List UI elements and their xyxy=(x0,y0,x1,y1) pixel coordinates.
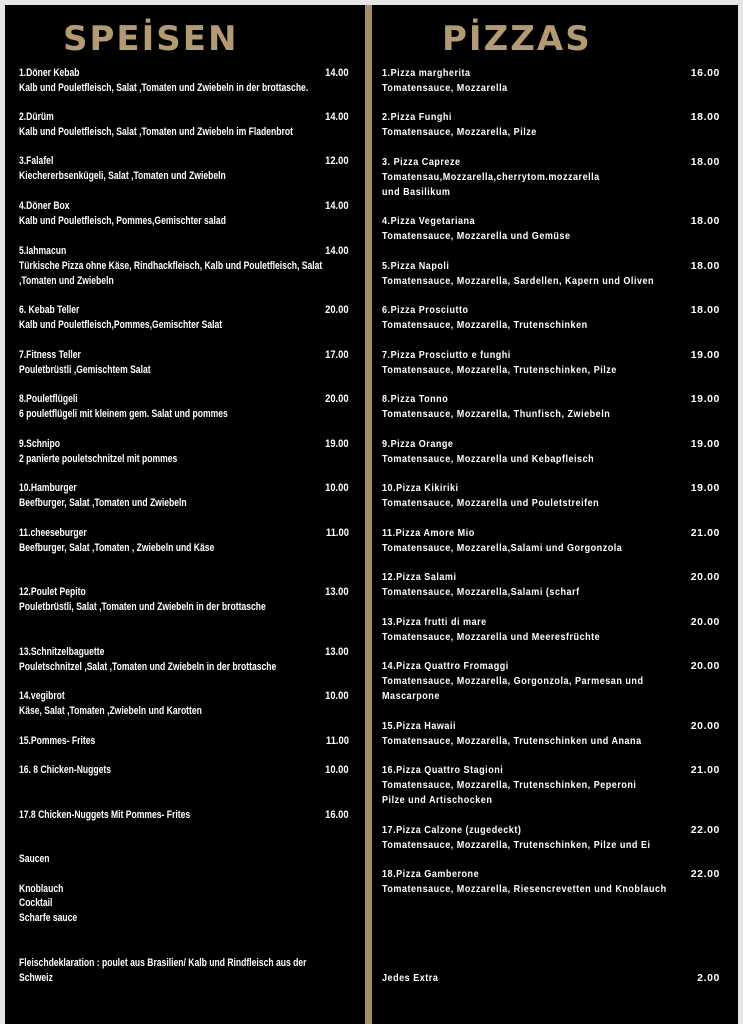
item-description: Mascarpone xyxy=(382,689,440,702)
sauce-item: Knoblauch xyxy=(19,882,64,895)
item-price: 21.00 xyxy=(690,764,720,776)
item-description: Käse, Salat ,Tomaten ,Zwiebeln und Karotten xyxy=(19,704,202,717)
item-description: Tomatensauce, Mozzarella, Trutenschinken, Pilze und Ei xyxy=(382,838,651,851)
item-price: 16.00 xyxy=(325,809,349,821)
item-title: 5.Iahmacun xyxy=(19,245,67,257)
item-title: 13.Schnitzelbaguette xyxy=(19,646,105,658)
item-description: und Basilikum xyxy=(382,185,451,198)
item-price: 18.00 xyxy=(690,215,720,227)
item-title: 5.Pizza Napoli xyxy=(382,260,450,272)
item-description: Tomatensauce, Mozzarella,Salami und Gorgonzola xyxy=(382,541,623,554)
item-title: 11.cheeseburger xyxy=(19,527,87,539)
item-description: Tomatensauce, Mozzarella, Thunfisch, Zwiebeln xyxy=(382,407,611,420)
item-description: Tomatensauce, Mozzarella und Meeresfrüchte xyxy=(382,630,601,643)
menu-item xyxy=(382,867,720,897)
menu-item xyxy=(19,808,349,823)
sauces-title: Saucen xyxy=(19,853,50,865)
item-description: Tomatensauce, Mozzarella und Kebapfleisch xyxy=(382,452,595,465)
menu-item xyxy=(382,763,720,807)
item-price: 10.00 xyxy=(325,764,349,776)
item-description: Beefburger, Salat ,Tomaten und Zwiebeln xyxy=(19,496,187,509)
declaration-line: Fleischdeklaration : poulet aus Brasilien/ Kalb und Rindfleisch aus der xyxy=(19,957,307,969)
item-price: 16.00 xyxy=(690,67,720,79)
item-description: Kalb und Pouletfleisch,Pommes,Gemischter Salat xyxy=(19,318,223,331)
item-title: 14.vegibrot xyxy=(19,690,65,702)
item-price: 17.00 xyxy=(325,349,349,361)
item-price: 14.00 xyxy=(325,245,349,257)
item-title: 18.Pizza Gamberone xyxy=(382,868,480,880)
item-price: 14.00 xyxy=(325,67,349,79)
sauce-item: Scharfe sauce xyxy=(19,912,78,925)
item-price: 14.00 xyxy=(325,200,349,212)
item-price: 10.00 xyxy=(325,690,349,702)
item-description: Tomatensauce, Mozzarella, Trutenschinken xyxy=(382,318,588,331)
sauces-section xyxy=(19,852,349,926)
extra-price: 2.00 xyxy=(697,972,720,984)
menu-item xyxy=(382,392,720,422)
item-title: 10.Hamburger xyxy=(19,482,77,494)
item-price: 20.00 xyxy=(690,571,720,583)
item-title: 3. Pizza Capreze xyxy=(382,156,461,168)
menu-item xyxy=(382,437,720,467)
item-description: Tomatensauce, Mozzarella, Trutenschinken und Anana xyxy=(382,734,642,747)
item-description: 6 pouletflügeli mit kleinem gem. Salat und pommes xyxy=(19,407,228,420)
item-description: Pilze und Artischocken xyxy=(382,793,493,806)
menu-item xyxy=(382,110,720,140)
item-title: 1.Pizza margherita xyxy=(382,67,471,79)
item-price: 18.00 xyxy=(690,304,720,316)
item-price: 12.00 xyxy=(325,155,349,167)
menu-item xyxy=(19,645,349,675)
declaration-line: Schweiz xyxy=(19,971,53,984)
menu-item xyxy=(382,259,720,289)
item-price: 19.00 xyxy=(690,393,720,405)
item-price: 11.00 xyxy=(326,735,349,747)
item-title: 2.Dürüm xyxy=(19,111,54,123)
item-description: Tomatensauce, Mozzarella, Gorgonzola, Parmesan und xyxy=(382,674,644,687)
item-title: 2.Pizza Funghi xyxy=(382,111,452,123)
item-price: 14.00 xyxy=(325,111,349,123)
pizzas-heading: PİZZAS xyxy=(442,19,592,59)
pizzas-panel xyxy=(372,5,738,1024)
menu-item xyxy=(19,763,349,778)
item-title: 3.Falafel xyxy=(19,155,54,167)
item-price: 22.00 xyxy=(690,868,720,880)
item-title: 4.Döner Box xyxy=(19,200,70,212)
item-description: Pouletschnitzel ,Salat ,Tomaten und Zwiebeln in der brottasche xyxy=(19,660,277,673)
item-price: 20.00 xyxy=(690,616,720,628)
item-description: Tomatensauce, Mozzarella, Trutenschinken, Pilze xyxy=(382,363,617,376)
item-description: Türkische Pizza ohne Käse, Rindhackfleisch, Kalb und Pouletfleisch, Salat xyxy=(19,259,323,272)
menu-item xyxy=(19,303,349,333)
item-title: 8.Pizza Tonno xyxy=(382,393,449,405)
menu-item xyxy=(19,110,349,140)
menu-item xyxy=(382,303,720,333)
item-price: 18.00 xyxy=(690,111,720,123)
menu-item xyxy=(382,481,720,511)
extra-title: Jedes Extra xyxy=(382,972,439,984)
menu-item xyxy=(382,348,720,378)
item-title: 4.Pizza Vegetariana xyxy=(382,215,476,227)
menu-item xyxy=(19,66,349,96)
item-title: 12.Poulet Pepito xyxy=(19,586,86,598)
item-description: Tomatensauce, Mozzarella, Trutenschinken, Peperoni xyxy=(382,778,637,791)
item-title: 14.Pizza Quattro Fromaggi xyxy=(382,660,509,672)
sauce-item: Cocktail xyxy=(19,897,53,910)
menu-item xyxy=(382,570,720,600)
item-title: 6. Kebab Teller xyxy=(19,304,80,316)
item-description: Tomatensauce, Mozzarella, Pilze xyxy=(382,125,537,138)
item-description: Pouletbrüstli ,Gemischtem Salat xyxy=(19,363,151,376)
menu-item xyxy=(382,155,720,199)
item-title: 7.Fitness Teller xyxy=(19,349,81,361)
item-price: 21.00 xyxy=(690,527,720,539)
item-title: 15.Pizza Hawaii xyxy=(382,720,457,732)
item-price: 19.00 xyxy=(690,438,720,450)
item-description: Tomatensau,Mozzarella,cherrytom.mozzarella xyxy=(382,170,600,183)
item-price: 22.00 xyxy=(690,824,720,836)
item-title: 16.Pizza Quattro Stagioni xyxy=(382,764,504,776)
item-description: Kalb und Pouletfleisch, Salat ,Tomaten und Zwiebeln in der brottasche. xyxy=(19,81,309,94)
item-title: 15.Pommes- Frites xyxy=(19,735,96,747)
item-description: 2 panierte pouletschnitzel mit pommes xyxy=(19,452,178,465)
item-description: Pouletbrüstli, Salat ,Tomaten und Zwiebeln in der brottasche xyxy=(19,600,266,613)
item-title: 13.Pizza frutti di mare xyxy=(382,616,487,628)
menu-item xyxy=(382,615,720,645)
item-price: 18.00 xyxy=(690,156,720,168)
extra-item xyxy=(382,971,720,986)
item-description: Kalb und Pouletfleisch, Pommes,Gemischter salad xyxy=(19,214,226,227)
item-title: 7.Pizza Prosciutto e funghi xyxy=(382,349,511,361)
menu-item xyxy=(19,481,349,511)
item-description: Tomatensauce, Mozzarella xyxy=(382,81,508,94)
menu-item xyxy=(19,348,349,378)
item-price: 20.00 xyxy=(690,720,720,732)
item-description: Kalb und Pouletfleisch, Salat ,Tomaten und Zwiebeln im Fladenbrot xyxy=(19,125,293,138)
menu-item xyxy=(382,659,720,703)
menu-item xyxy=(382,66,720,96)
item-price: 19.00 xyxy=(690,482,720,494)
item-title: 16. 8 Chicken-Nuggets xyxy=(19,764,112,776)
menu-item xyxy=(382,214,720,244)
item-price: 13.00 xyxy=(325,586,349,598)
item-price: 18.00 xyxy=(690,260,720,272)
menu-item xyxy=(19,689,349,719)
item-price: 20.00 xyxy=(325,304,349,316)
item-title: 17.Pizza Calzone (zugedeckt) xyxy=(382,824,522,836)
item-description: Tomatensauce, Mozzarella, Sardellen, Kapern und Oliven xyxy=(382,274,655,287)
item-title: 9.Pizza Orange xyxy=(382,438,454,450)
item-price: 13.00 xyxy=(325,646,349,658)
item-price: 20.00 xyxy=(325,393,349,405)
gold-divider xyxy=(365,5,372,1024)
item-price: 20.00 xyxy=(690,660,720,672)
menu-item xyxy=(382,823,720,853)
item-price: 19.00 xyxy=(690,349,720,361)
item-title: 8.Pouletflügeli xyxy=(19,393,78,405)
item-title: 17.8 Chicken-Nuggets Mit Pommes- Frites xyxy=(19,809,191,821)
item-price: 19.00 xyxy=(325,438,349,450)
item-description: ,Tomaten und Zwiebeln xyxy=(19,274,114,287)
menu-item xyxy=(19,199,349,229)
menu-item xyxy=(19,526,349,556)
item-description: Beefburger, Salat ,Tomaten , Zwiebeln und Käse xyxy=(19,541,215,554)
item-description: Tomatensauce, Mozzarella,Salami (scharf xyxy=(382,585,580,598)
menu-item xyxy=(19,734,349,749)
item-title: 12.Pizza Salami xyxy=(382,571,457,583)
menu-item xyxy=(19,244,349,288)
menu-item xyxy=(382,719,720,749)
item-price: 11.00 xyxy=(326,527,349,539)
item-title: 10.Pizza Kikiriki xyxy=(382,482,459,494)
speisen-panel xyxy=(5,5,365,1024)
item-title: 1.Döner Kebab xyxy=(19,67,80,79)
item-title: 11.Pizza Amore Mio xyxy=(382,527,475,539)
meat-declaration xyxy=(19,956,349,986)
speisen-heading: SPEİSEN xyxy=(63,19,239,59)
item-description: Kiechererbsenkügeli, Salat ,Tomaten und Zwiebeln xyxy=(19,169,226,182)
menu-item xyxy=(382,526,720,556)
menu-item xyxy=(19,392,349,422)
item-description: Tomatensauce, Mozzarella, Riesencrevetten und Knoblauch xyxy=(382,882,667,895)
item-description: Tomatensauce, Mozzarella und Pouletstreifen xyxy=(382,496,600,509)
item-title: 9.Schnipo xyxy=(19,438,60,450)
menu-item xyxy=(19,154,349,184)
item-description: Tomatensauce, Mozzarella und Gemüse xyxy=(382,229,571,242)
item-title: 6.Pizza Prosciutto xyxy=(382,304,469,316)
menu-item xyxy=(19,437,349,467)
menu-item xyxy=(19,585,349,615)
item-price: 10.00 xyxy=(325,482,349,494)
